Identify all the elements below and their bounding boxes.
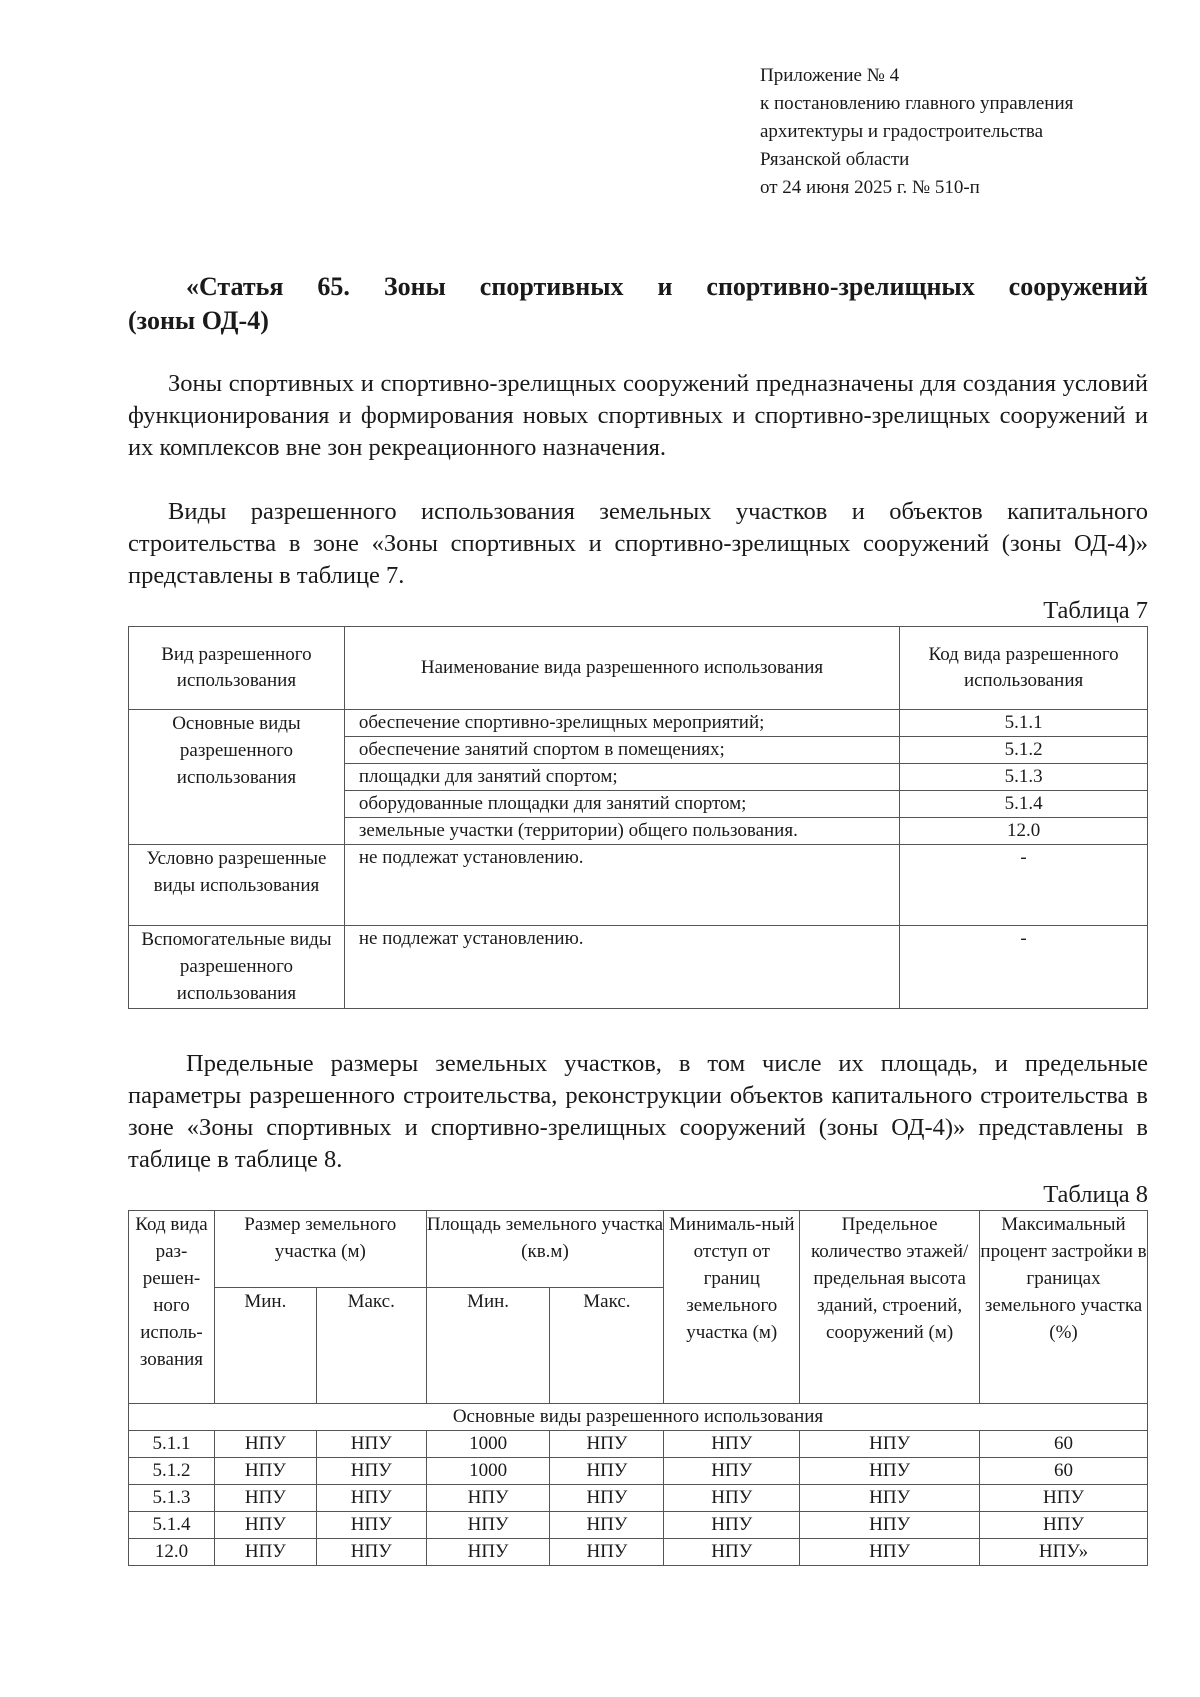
table8-header-area-min: Мин. xyxy=(426,1288,550,1404)
table8-cell-setback: НПУ xyxy=(664,1431,800,1458)
table7-use-code: 5.1.4 xyxy=(900,791,1148,818)
table8-cell-setback: НПУ xyxy=(664,1485,800,1512)
table8-cell-size-min: НПУ xyxy=(214,1458,316,1485)
table8-cell-area-max: НПУ xyxy=(550,1485,664,1512)
table7-use-code: 5.1.1 xyxy=(900,710,1148,737)
table7-use-name: обеспечение спортивно-зрелищных мероприятий; xyxy=(344,710,899,737)
table-row xyxy=(129,845,1148,926)
table-row xyxy=(129,1539,1148,1566)
paragraph-text: Виды разрешенного использования земельных участков и объектов капитального строительства в зоне «Зоны спортивных и спортивно-зрелищных сооружений (зоны ОД-4)» представлены в таблице 7. xyxy=(128,498,1148,589)
table8-cell-floors: НПУ xyxy=(800,1431,980,1458)
table8-header-size-max: Макс. xyxy=(316,1288,426,1404)
table7-header-row xyxy=(129,627,1148,710)
table8-cell-setback: НПУ xyxy=(664,1458,800,1485)
table8-cell-area-max: НПУ xyxy=(550,1431,664,1458)
appendix-line: к постановлению главного управления xyxy=(760,93,1074,114)
table8-cell-area-min: НПУ xyxy=(426,1485,550,1512)
table8-header-floors: Предельное количество этажей/ предельная высота зданий, строений, сооружений (м) xyxy=(800,1211,980,1404)
table7-use-name: обеспечение занятий спортом в помещениях; xyxy=(344,737,899,764)
table8-cell-size-max: НПУ xyxy=(316,1512,426,1539)
table8-section-title: Основные виды разрешенного использования xyxy=(129,1404,1148,1431)
table7-caption: Таблица 7 xyxy=(1043,597,1148,624)
table8-cell-area-max: НПУ xyxy=(550,1512,664,1539)
table8-cell-percent: НПУ xyxy=(980,1512,1148,1539)
appendix-line: архитектуры и градостроительства xyxy=(760,121,1044,142)
table8-cell-size-min: НПУ xyxy=(214,1512,316,1539)
paragraph-table7-intro xyxy=(128,496,1148,592)
article-heading xyxy=(128,270,1148,338)
table7-header-code: Код вида разрешенного использования xyxy=(900,627,1148,710)
table8-cell-percent: 60 xyxy=(980,1431,1148,1458)
table8-header-code: Код вида раз-решен-ного исполь-зования xyxy=(129,1211,215,1404)
table8-cell-code: 5.1.1 xyxy=(129,1431,215,1458)
table8-cell-setback: НПУ xyxy=(664,1512,800,1539)
table8-cell-code: 5.1.2 xyxy=(129,1458,215,1485)
table7-use-name: не подлежат установлению. xyxy=(344,845,899,926)
paragraph-purpose xyxy=(128,368,1148,464)
article-heading-line: «Статья 65. Зоны спортивных и спортивно-зрелищных сооружений xyxy=(186,272,1148,301)
table7-use-code: 5.1.3 xyxy=(900,764,1148,791)
table7-conditional-category: Условно разрешенные виды использования xyxy=(129,845,345,926)
table8-cell-size-max: НПУ xyxy=(316,1485,426,1512)
paragraph-text: Предельные размеры земельных участков, в том числе их площадь, и предельные параметры разрешенного строительства, реконструкции объектов капитального строительства в зоне «Зоны спортивных и спортивно-зрелищных сооружений (зоны ОД-4)» представлены в таблице в таблице 8. xyxy=(128,1050,1148,1173)
table7-header-type: Вид разрешенного использования xyxy=(129,627,345,710)
table8-section-row xyxy=(129,1404,1148,1431)
table8-cell-floors: НПУ xyxy=(800,1458,980,1485)
table7 xyxy=(128,626,1148,1009)
table-row xyxy=(129,710,1148,737)
table8-header-size-min: Мин. xyxy=(214,1288,316,1404)
table8-cell-size-min: НПУ xyxy=(214,1539,316,1566)
table7-use-name: земельные участки (территории) общего пользования. xyxy=(344,818,899,845)
table8-cell-code: 5.1.3 xyxy=(129,1485,215,1512)
table8-cell-percent: НПУ xyxy=(980,1485,1148,1512)
table7-auxiliary-category: Вспомогательные виды разрешенного использования xyxy=(129,926,345,1009)
table7-header-name: Наименование вида разрешенного использования xyxy=(344,627,899,710)
table-row xyxy=(129,1512,1148,1539)
table8-header-size: Размер земельного участка (м) xyxy=(214,1211,426,1288)
table8-cell-code: 12.0 xyxy=(129,1539,215,1566)
table8-cell-size-min: НПУ xyxy=(214,1431,316,1458)
table7-use-name: площадки для занятий спортом; xyxy=(344,764,899,791)
table-row xyxy=(129,1485,1148,1512)
table8-cell-size-max: НПУ xyxy=(316,1458,426,1485)
table8-caption: Таблица 8 xyxy=(1043,1181,1148,1208)
table8-cell-floors: НПУ xyxy=(800,1512,980,1539)
paragraph-text: Зоны спортивных и спортивно-зрелищных сооружений предназначены для создания условий функционирования и формирования новых спортивных и спортивно-зрелищных сооружений и их комплексов вне зон рекреационного назначения. xyxy=(128,370,1148,461)
table7-use-name: не подлежат установлению. xyxy=(344,926,899,1009)
table7-use-code: - xyxy=(900,845,1148,926)
table8-header-setback: Минималь-ный отступ от границ земельного участка (м) xyxy=(664,1211,800,1404)
table8-cell-percent: 60 xyxy=(980,1458,1148,1485)
table-row xyxy=(129,1431,1148,1458)
table8-header-area: Площадь земельного участка (кв.м) xyxy=(426,1211,664,1288)
table8-header-row xyxy=(129,1211,1148,1288)
table7-use-name: оборудованные площадки для занятий спортом; xyxy=(344,791,899,818)
table8-cell-area-min: 1000 xyxy=(426,1458,550,1485)
table8-cell-size-min: НПУ xyxy=(214,1485,316,1512)
paragraph-table8-intro xyxy=(128,1048,1148,1176)
appendix-line: Приложение № 4 xyxy=(760,65,900,86)
table8-cell-floors: НПУ xyxy=(800,1485,980,1512)
table7-use-code: 12.0 xyxy=(900,818,1148,845)
table7-use-code: - xyxy=(900,926,1148,1009)
table8-cell-area-max: НПУ xyxy=(550,1458,664,1485)
table8-cell-area-min: 1000 xyxy=(426,1431,550,1458)
article-heading-line: (зоны ОД-4) xyxy=(128,306,269,335)
appendix-line: от 24 июня 2025 г. № 510-п xyxy=(760,177,980,198)
table8-header-percent: Максимальный процент застройки в границах земельного участка (%) xyxy=(980,1211,1148,1404)
table8-cell-area-max: НПУ xyxy=(550,1539,664,1566)
table8-cell-area-min: НПУ xyxy=(426,1539,550,1566)
table8-header-area-max: Макс. xyxy=(550,1288,664,1404)
table8 xyxy=(128,1210,1148,1566)
table-row xyxy=(129,1458,1148,1485)
table8-cell-size-max: НПУ xyxy=(316,1539,426,1566)
appendix-line: Рязанской области xyxy=(760,149,910,170)
table8-cell-setback: НПУ xyxy=(664,1539,800,1566)
table7-main-category: Основные виды разрешенного использования xyxy=(129,710,345,845)
appendix-header xyxy=(760,62,1073,202)
table8-cell-area-min: НПУ xyxy=(426,1512,550,1539)
table8-cell-percent: НПУ» xyxy=(980,1539,1148,1566)
table-row xyxy=(129,926,1148,1009)
table8-cell-code: 5.1.4 xyxy=(129,1512,215,1539)
table8-cell-floors: НПУ xyxy=(800,1539,980,1566)
table7-use-code: 5.1.2 xyxy=(900,737,1148,764)
table8-cell-size-max: НПУ xyxy=(316,1431,426,1458)
